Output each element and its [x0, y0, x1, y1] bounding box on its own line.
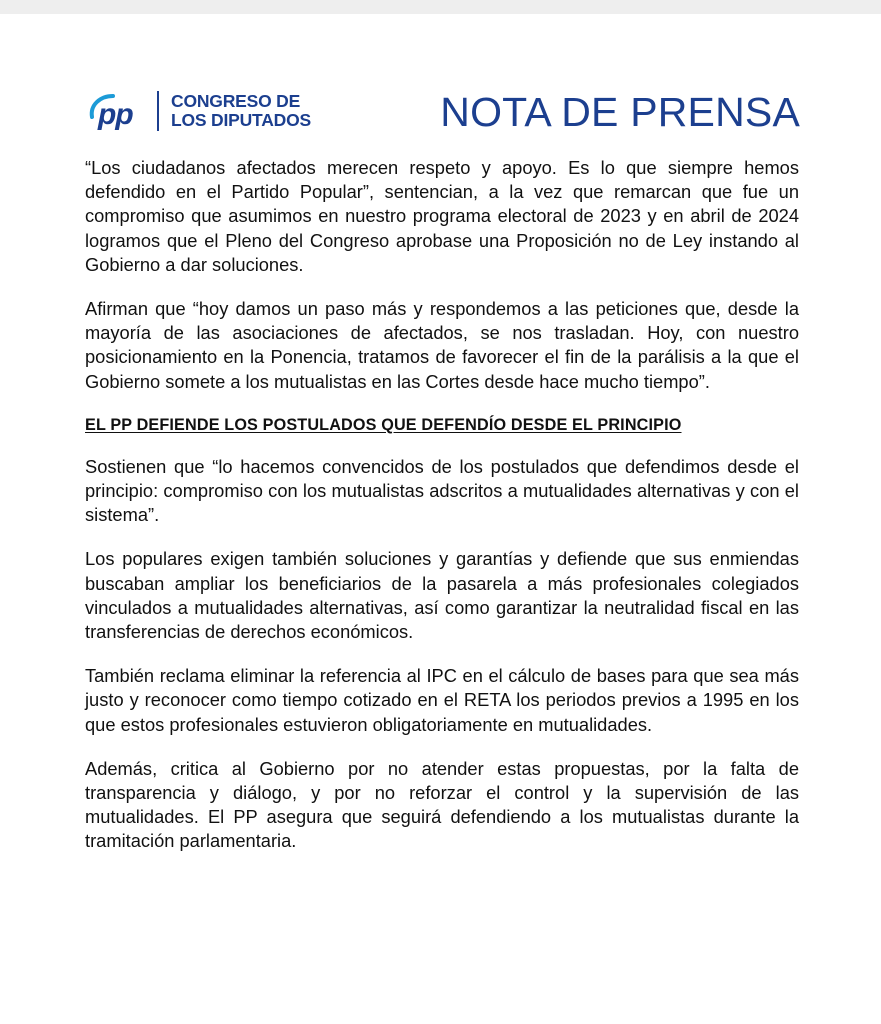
- paragraph: Además, critica al Gobierno por no atender estas propuestas, por la falta de transparencia y diálogo, y por no reforzar el control y la supervisión de las mutualidades. El PP asegura que seguirá defendiendo a los mutualistas durante la tramitación parlamentaria.: [85, 757, 799, 852]
- paragraph: También reclama eliminar la referencia al IPC en el cálculo de bases para que sea más justo y reconocer como tiempo cotizado en el RETA los periodos previos a 1995 en los que estos profesionales estuvieron obligatoriamente en mutualidades.: [85, 665, 799, 735]
- paragraph: Sostienen que “lo hacemos convencidos de los postulados que defendimos desde el principio: compromiso con los mutualistas adscritos a mutualidades alternativas y con el sistema”.: [85, 455, 799, 526]
- logo-divider: [157, 91, 159, 131]
- org-name-line-2: LOS DIPUTADOS: [171, 110, 311, 130]
- press-release-header: [88, 86, 800, 138]
- paragraph: Afirman que “hoy damos un paso más y respondemos a las peticiones que, desde la mayoría de las asociaciones de afectados, se nos trasladan. Hoy, con nuestro posicionamiento en la Ponencia, tratamos de favorecer el fin de la parálisis a la que el Gobierno somete a los mutualistas en las Cortes desde hace mucho tiempo”.: [85, 298, 799, 392]
- section-heading: EL PP DEFIENDE LOS POSTULADOS QUE DEFENDÍO DESDE EL PRINCIPIO: [85, 415, 682, 434]
- paragraph: “Los ciudadanos afectados merecen respeto y apoyo. Es lo que siempre hemos defendido en el Partido Popular”, sentencian, a la vez que remarcan que fue un compromiso que asumimos en nuestro programa electoral de 2023 y en abril de 2024 logramos que el Pleno del Congreso aprobase una Proposición no de Ley instando al Gobierno a dar soluciones.: [85, 157, 799, 275]
- org-name-line-1: CONGRESO DE: [171, 91, 301, 111]
- svg-text:pp: pp: [98, 98, 133, 131]
- paragraph: Los populares exigen también soluciones y garantías y defiende que sus enmiendas buscaban ampliar los beneficiarios de la pasarela a más profesionales colegiados vinculados a mutualidades alternativas, así como garantizar la neutralidad fiscal en las transferencias de derechos económicos.: [85, 548, 799, 643]
- document-type-title: NOTA DE PRENSA: [440, 89, 800, 135]
- org-name: [171, 92, 311, 130]
- pp-logo: [88, 92, 150, 132]
- article-body: [85, 156, 799, 874]
- top-bar: [0, 0, 881, 14]
